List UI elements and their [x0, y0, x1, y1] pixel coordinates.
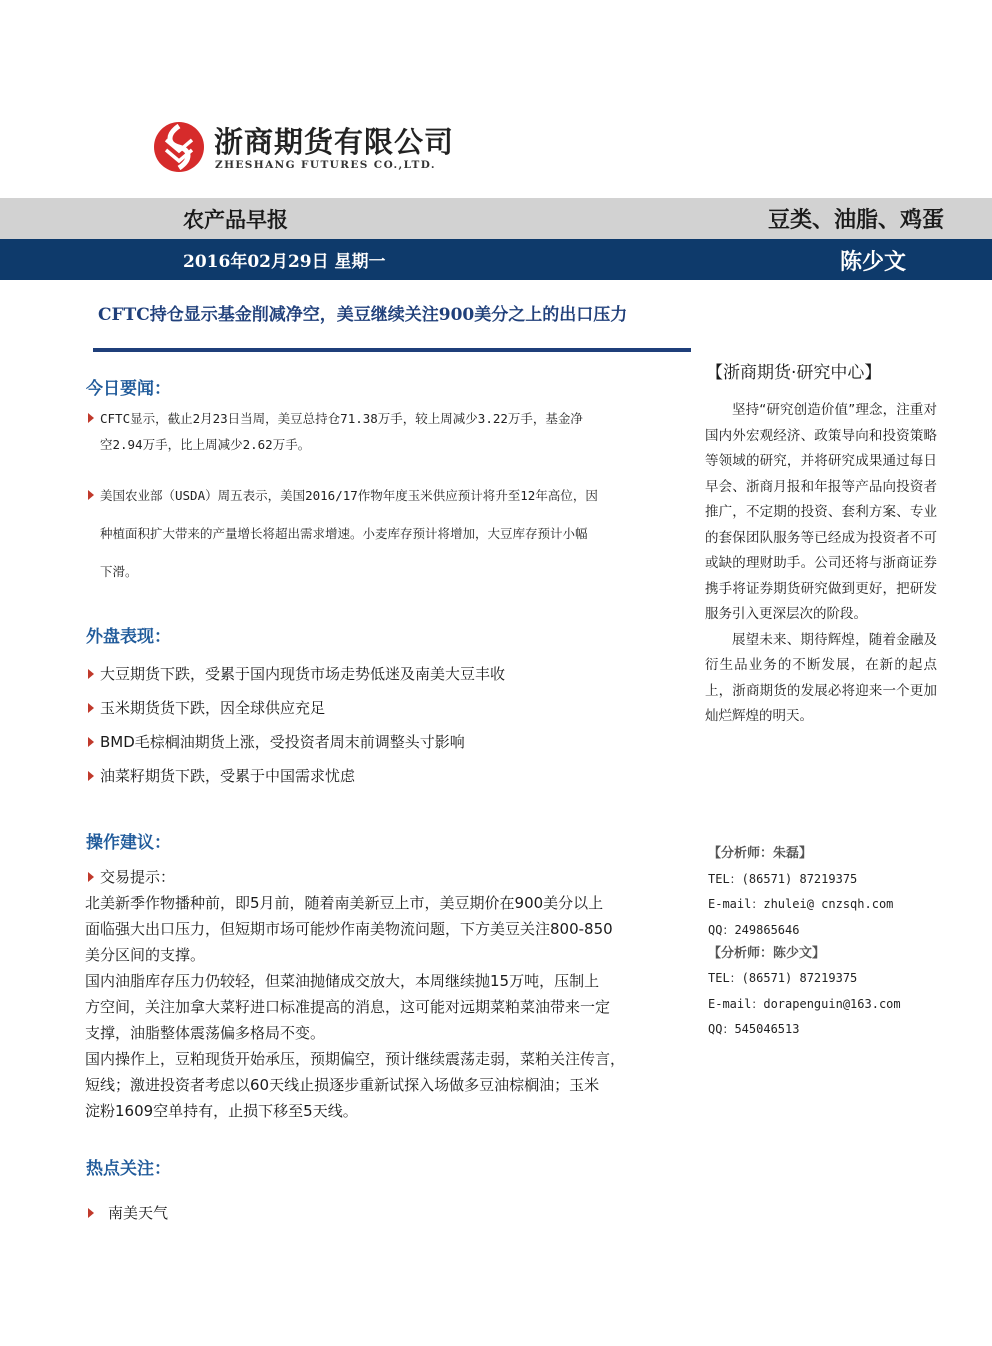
section-title-advice: 操作建议： [86, 833, 171, 853]
report-date: 2016年02月29日 星期一 [183, 252, 386, 272]
report-categories: 豆类、油脂、鸡蛋 [767, 207, 944, 233]
analyst-qq: QQ：249865646 [708, 922, 800, 937]
company-name-cn: 浙商期货有限公司 [214, 125, 455, 159]
company-logo [152, 118, 455, 182]
bullet-triangle-icon [88, 737, 94, 747]
analyst-qq: QQ：545046513 [708, 1022, 800, 1036]
bullet-triangle-icon [88, 413, 94, 423]
report-author: 陈少文 [840, 249, 907, 275]
advice-block: 交易提示： 北美新季作物播种前，即5月前，随着南美新豆上市，美豆期价在900美分以上 面临强大出口压力，但短期市场可能炒作南美物流问题，下方美豆关注800-850 美分区间的支撑。 国内油脂库存压力仍较轻，但菜油抛储成交放大，本周继续抛15万吨，压制上 方空间，关注加拿大菜籽进口标准提高的消息，这可能对远期菜粕菜油带来一定 支撑，油脂整体震荡偏多格局不变。 国内操作上，豆粕现货开始承压，预期偏空，预计继续震荡走弱，菜粕关注传言， 短线；激进投资者考虑以60天线止损逐步重新试探入场做多豆油棕榈油；玉米 淀粉1609空单持有，止损下移至5天线。 [85, 868, 626, 1120]
headline: CFTC持仓显示基金削减净空，美豆继续关注900美分之上的出口压力 [98, 305, 628, 325]
report-type: 农产品早报 [183, 207, 288, 232]
headline-divider [93, 348, 691, 352]
bullet-triangle-icon [88, 872, 94, 882]
news-item: CFTC显示，截止2月23日当周，美豆总持仓71.38万手，较上周减少3.22万手，基金净 空2.94万手，比上周减少2.62万手。 [88, 406, 692, 458]
section-title-hotspot: 热点关注： [86, 1159, 171, 1179]
list-item: 油菜籽期货下跌，受累于中国需求忧虑 [88, 759, 692, 793]
zheshang-logo-icon [152, 120, 206, 174]
news-item: 美国农业部（USDA）周五表示，美国2016/17作物年度玉米供应预计将升至12年高位，因 种植面积扩大带来的产量增长将超出需求增速。小麦库存预计将增加，大豆库存预计小幅 下滑。 [88, 476, 692, 591]
list-item: 大豆期货下跌，受累于国内现货市场走势低迷及南美大豆丰收 [88, 657, 692, 691]
research-center-body: 坚持“研究创造价值”理念，注重对国内外宏观经济、政策导向和投资策略等领域的研究，并将研究成果通过每日早会、浙商月报和年报等产品向投资者推广，不定期的投资、套利方案、专业的套保团队服务等已经成为投资者不可或缺的理财助手。公司还将与浙商证券携手将证券期货研究做到更好，把研发服务引入更深层次的阶段。 展望未来、期待辉煌，随着金融及衍生品业务的不断发展，在新的起点上，浙商期货的发展必将迎来一个更加灿烂辉煌的明天。 [705, 402, 937, 724]
research-center-title: 【浙商期货·研究中心】 [706, 363, 882, 383]
bullet-triangle-icon [88, 703, 94, 713]
analyst-label: 【分析师：朱磊】 [708, 846, 813, 861]
bullet-triangle-icon [88, 771, 94, 781]
list-item: 玉米期货货下跌，因全球供应充足 [88, 691, 692, 725]
analyst-tel: TEL：(86571) 87219375 [708, 871, 858, 886]
markets-list [88, 657, 692, 793]
analyst-tel: TEL：(86571) 87219375 [708, 971, 858, 985]
bullet-triangle-icon [88, 490, 94, 500]
analyst-contacts [708, 842, 968, 1037]
bullet-triangle-icon [88, 669, 94, 679]
list-item: BMD毛棕榈油期货上涨，受投资者周末前调整头寸影响 [88, 725, 692, 759]
analyst-email: E-mail：zhulei@ cnzsqh.com [708, 897, 894, 911]
section-title-markets: 外盘表现： [86, 627, 171, 647]
analyst-email: E-mail：dorapenguin@163.com [708, 996, 901, 1011]
company-name-en: ZHESHANG FUTURES CO.,LTD. [215, 159, 436, 171]
analyst-label: 【分析师：陈少文】 [708, 945, 826, 961]
section-title-news: 今日要闻： [86, 379, 171, 399]
bullet-triangle-icon [88, 1208, 94, 1218]
list-item: 南美天气 [88, 1202, 692, 1223]
